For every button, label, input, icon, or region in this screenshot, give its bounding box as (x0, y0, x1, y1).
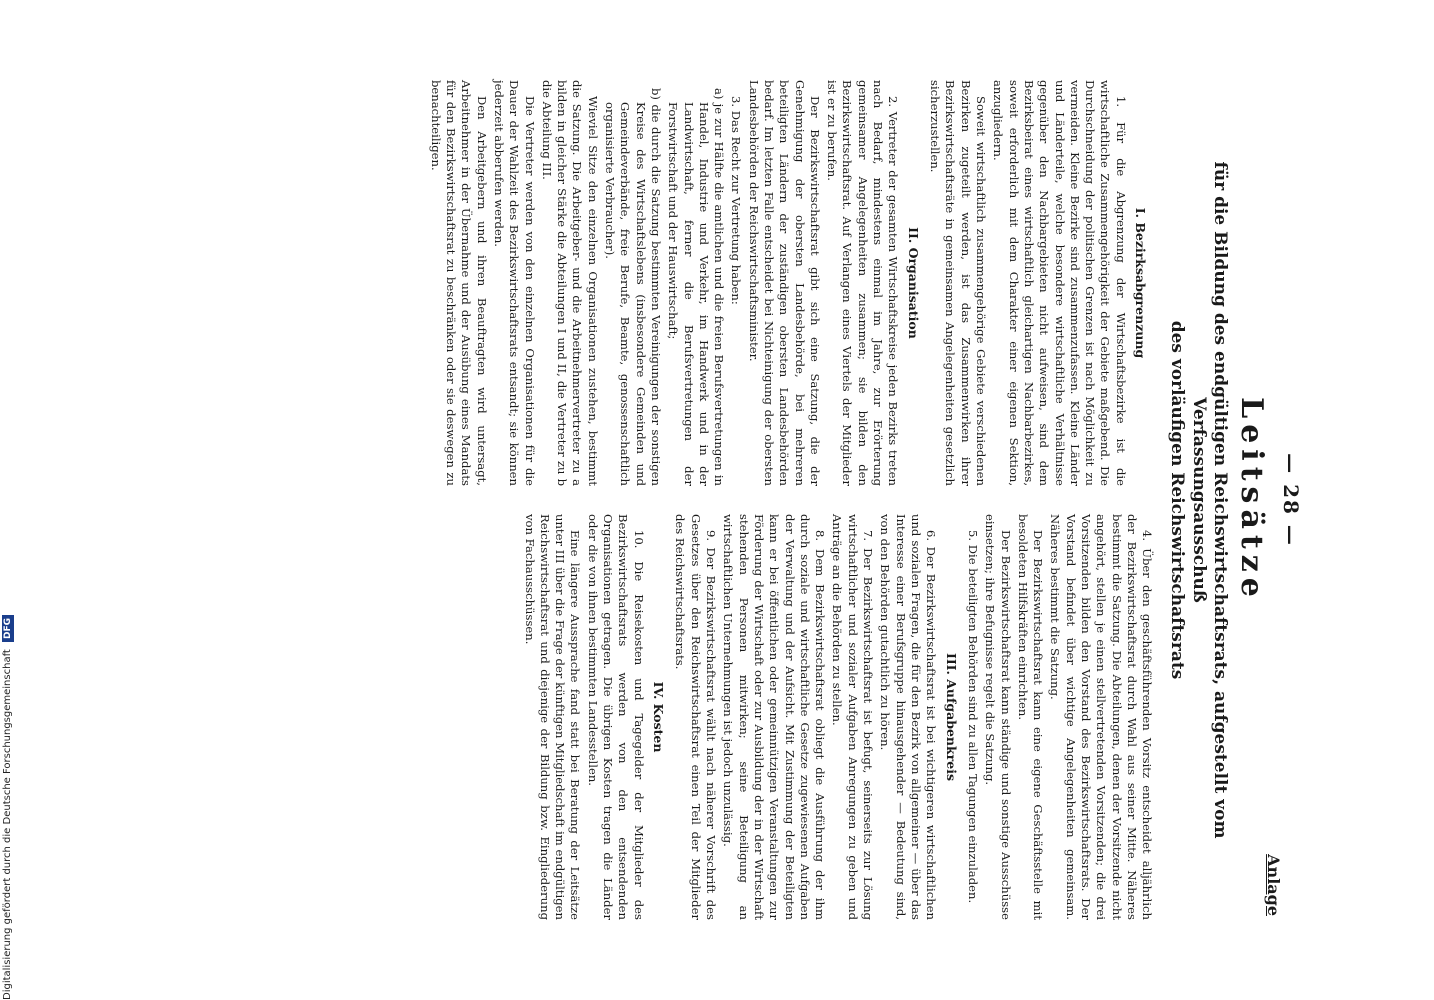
list-item-b: b) die durch die Satzung bestimmten Vereinigungen der sonstigen Kreise des Wirtschaftslebens (insbesondere Gemeinden und Gemeindeverbände, freie Berufe, Beamte, genossenschaftlich organisierte Verbraucher). (603, 88, 663, 486)
column-left (425, 80, 1154, 486)
paragraph: Den Arbeitgebern und ihren Beauftragten wird untersagt, Arbeitnehmer in der Übernahme und der Ausübung eines Mandats für den Bezirkswirtschaftsrat zu beschränken oder sie deswegen zu benachteiligen. (428, 80, 489, 486)
text-columns (425, 80, 1154, 920)
paragraph: 3. Das Recht zur Vertretung haben: (729, 96, 744, 305)
paragraph: Der Bezirkswirtschaftsrat kann ständige und sonstige Ausschüsse einsetzen; ihre Befugnisse regelt die Satzung. (983, 514, 1013, 920)
anlage-label: Anlage (1264, 854, 1283, 916)
paragraph: 5. Die beteiligten Behörden sind zu allen Tagungen einzuladen. (965, 530, 980, 904)
page-number: — 28 — (1279, 453, 1303, 547)
paragraph: 10. Die Reisekosten und Tagegelder der Mitglieder des Bezirkswirtschaftsrats werden von den entsendenden Organisationen getragen. Die übrigen Kosten tragen die Länder oder die von ihnen bestimmten Landesstellen. (585, 514, 646, 920)
column-right (425, 514, 1154, 920)
paragraph: 9. Der Bezirkswirtschaftsrat wählt nach näherer Vorschrift des Gesetzes über den Reichswirtschaftsrat einen Teil der Mitglieder des Reichswirtschaftsrats. (673, 514, 719, 920)
paragraph: Wieviel Sitze den einzelnen Organisationen zustehen, bestimmt die Satzung. Die Arbeitgeber- und die Arbeitnehmervertreter zu a bilden in gleicher Stärke die Abteilungen I und II, die Vertreter zu b die Abteilung III. (539, 80, 600, 486)
document-title: Leitsätze (1234, 397, 1269, 603)
paragraph: 8. Dem Bezirkswirtschaftsrat obliegt die Ausführung der ihm durch soziale und wirtschaftliche Gesetze zugewiesenen Aufgaben der Verwaltung und der Aufsicht. Mit Zustimmung der Beteiligten kann er bei öffentlichen oder gemeinnützigen Veranstaltungen zur Förderung der Wirtschaft oder zur Ausbildung der in der Wirtschaft stehenden Personen mitwirken; seine Beteiligung an wirtschaftlichen Unternehmungen ist jedoch unzulässig. (721, 514, 828, 920)
rotated-document (117, 40, 1317, 960)
paragraph: Soweit wirtschaftlich zusammengehörige Gebiete verschiedenen Bezirken zugeteilt werden, ist das Zusammenwirken ihrer Bezirkswirtschaftsräte in gemeinsamen Angelegenheiten gesetzlich sicherzustellen. (928, 80, 989, 486)
list-item-a: a) je zur Hälfte die amtlichen und die freien Berufsvertretungen in Handel, Industrie und Verkehr, im Handwerk und in der Landwirtschaft, ferner die Berufsvertretungen der Forstwirtschaft und der Hauswirtschaft; (666, 88, 727, 486)
document-subtitle (1166, 80, 1230, 920)
section-title-1: I. Bezirksabgrenzung (1133, 207, 1149, 359)
section-title-2: II. Organisation (905, 227, 921, 339)
subtitle-line-1: für die Bildung des endgültigen Reichswirtschaftsrats, aufgestellt vom Verfassungsausschuß (1188, 161, 1230, 839)
paragraph: 4. Über den geschäftsführenden Vorsitz entscheidet alljährlich der Bezirkswirtschaftsrat durch Wahl aus seiner Mitte. Näheres bestimmt die Satzung. Die Abteilungen, denen der Vorsitzende nicht angehört, stellen je einen stellvertretenden Vorsitzenden; die drei Vorsitzenden bilden den Vorstand des Bezirkswirtschaftsrats. Der Vorstand befindet über wichtige Angelegenheiten gemeinsam. Näheres bestimmt die Satzung. (1048, 514, 1155, 920)
paragraph: 7. Der Bezirkswirtschaftsrat ist befugt, seinerseits zur Lösung wirtschaftlicher und sozialer Aufgaben Anregungen zu geben und Anträge an die Behörden zu stellen. (830, 514, 875, 920)
paragraph: 6. Der Bezirkswirtschaftsrat ist bei wichtigeren wirtschaftlichen und sozialen Fragen, die für den Bezirk von allgemeiner — über das Interesse einer Berufsgruppe hinausgehender — Bedeutung sind, von den Behörden gutachtlich zu hören. (878, 514, 939, 920)
paragraph: 1. Für die Abgrenzung der Wirtschaftsbezirke ist die wirtschaftliche Zusammengehörigkeit der Gebiete maßgebend. Die Durchschneidung der politischen Grenzen ist nach Möglichkeit zu vermeiden. Kleine Bezirke sind zusammenzufassen. Kleine Länder und Länderteile, welche besondere wirtschaftliche Verhältnisse gegenüber den Nachbargebieten nicht aufweisen, sind dem Bezirksbeirat eines wirtschaftlich gleichartigen Nachbarbezirkes, soweit erforderlich mit dem Charakter einer eigenen Sektion, anzugliedern. (991, 80, 1128, 486)
dfg-logo: DFG (2, 615, 14, 642)
paragraph: Der Bezirkswirtschaftsrat kann eine eigene Geschäftsstelle mit besoldeten Hilfskräften einrichten. (1015, 514, 1046, 920)
subtitle-line-2: des vorläufigen Reichswirtschaftsrats (1167, 320, 1188, 680)
paragraph: Der Bezirkswirtschaftsrat gibt sich eine Satzung, die der Genehmigung der obersten Landesbehörde, bei mehreren beteiligten Ländern der zuständigen obersten Landesbehörden bedarf. Im letzten Falle entscheidet bei Nichteinigung der obersten Landesbehörden der Reichswirtschaftsminister. (746, 80, 822, 486)
digitization-note (2, 615, 14, 1000)
paragraph: 2. Vertreter der gesamten Wirtschaftskreise jeden Bezirks treten nach Bedarf, mindestens einmal im Jahre, zur Erörterung gemeinsamer Angelegenheiten zusammen; sie bilden den Bezirkswirtschaftsrat. Auf Verlangen eines Viertels der Mitglieder ist er zu berufen. (825, 80, 901, 486)
paragraph: Eine längere Aussprache fand statt bei Beratung der Leitsätze unter III über die Frage der künftigen Mitgliedschaft im endgültigen Reichswirtschaftsrat und diejenige der Bildung bzw. Eingliederung von Fachausschüssen. (522, 514, 583, 920)
paragraph: Die Vertreter werden von den einzelnen Organisationen für die Dauer der Wahlzeit des Bezirkswirtschaftsrats entsandt; sie können jederzeit abberufen werden. (491, 80, 537, 486)
section-title-3: III. Aufgabenkreis (943, 652, 959, 781)
digitization-note-text: Digitalisierung gefördert durch die Deutsche Forschungsgemeinschaft (2, 649, 13, 1000)
section-title-4: IV. Kosten (651, 681, 667, 753)
